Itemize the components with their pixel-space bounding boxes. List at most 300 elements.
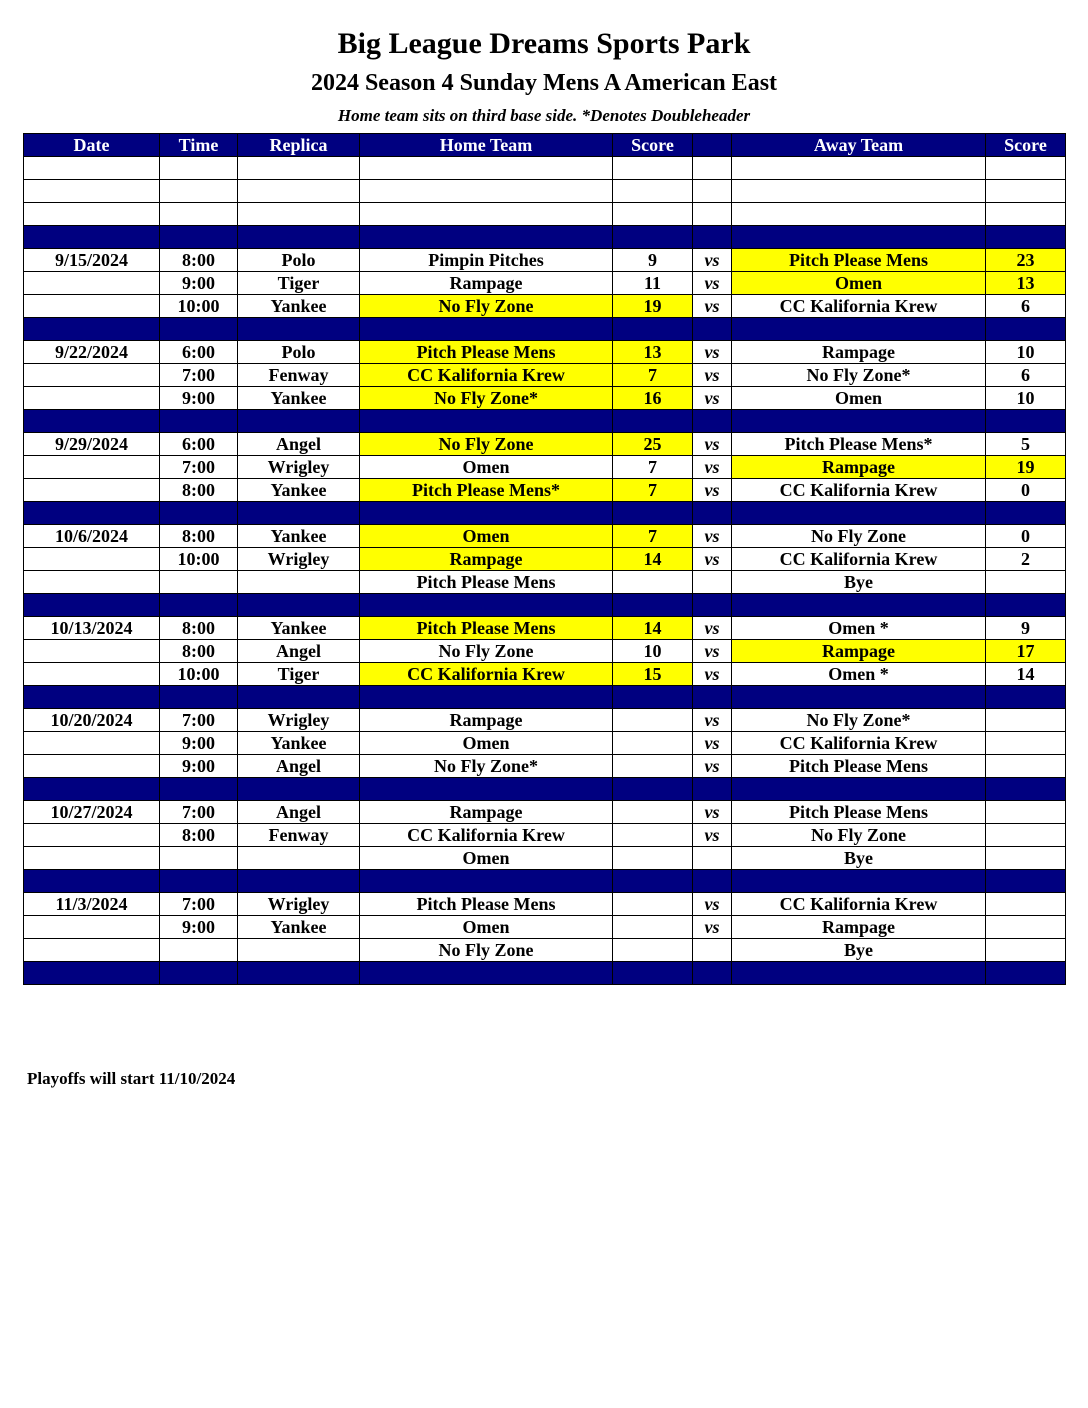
away-team-cell: Omen — [732, 272, 986, 295]
time-cell — [160, 594, 238, 617]
away-team-cell: No Fly Zone* — [732, 709, 986, 732]
vs-cell — [693, 870, 732, 893]
home-score-cell — [613, 939, 693, 962]
vs-cell — [693, 203, 732, 226]
game-row — [24, 249, 1066, 272]
replica-cell — [238, 847, 360, 870]
date-cell — [24, 686, 160, 709]
date-cell — [24, 663, 160, 686]
home-team-cell: Pitch Please Mens* — [360, 479, 613, 502]
date-cell: 10/13/2024 — [24, 617, 160, 640]
home-team-cell — [360, 778, 613, 801]
game-row — [24, 295, 1066, 318]
home-score-cell — [613, 203, 693, 226]
away-score-cell: 23 — [986, 249, 1066, 272]
time-cell — [160, 571, 238, 594]
replica-cell: Tiger — [238, 663, 360, 686]
vs-cell — [693, 594, 732, 617]
home-score-cell: 7 — [613, 456, 693, 479]
time-cell: 10:00 — [160, 295, 238, 318]
date-cell — [24, 272, 160, 295]
date-cell — [24, 410, 160, 433]
date-cell — [24, 962, 160, 985]
vs-cell: vs — [693, 387, 732, 410]
vs-cell: vs — [693, 801, 732, 824]
date-cell — [24, 157, 160, 180]
away-team-cell — [732, 502, 986, 525]
away-score-cell: 0 — [986, 479, 1066, 502]
header-vs — [693, 134, 732, 157]
away-team-cell — [732, 410, 986, 433]
time-cell: 6:00 — [160, 341, 238, 364]
replica-cell: Wrigley — [238, 893, 360, 916]
time-cell: 7:00 — [160, 709, 238, 732]
home-score-cell — [613, 824, 693, 847]
home-score-cell — [613, 686, 693, 709]
time-cell: 10:00 — [160, 548, 238, 571]
time-cell — [160, 939, 238, 962]
replica-cell — [238, 180, 360, 203]
home-score-cell: 11 — [613, 272, 693, 295]
away-score-cell: 6 — [986, 295, 1066, 318]
away-team-cell: No Fly Zone* — [732, 364, 986, 387]
home-team-cell: No Fly Zone — [360, 939, 613, 962]
away-team-cell — [732, 962, 986, 985]
vs-cell — [693, 571, 732, 594]
replica-cell: Yankee — [238, 525, 360, 548]
replica-cell: Yankee — [238, 295, 360, 318]
away-team-cell: Rampage — [732, 916, 986, 939]
home-team-cell: Omen — [360, 525, 613, 548]
replica-cell: Angel — [238, 640, 360, 663]
vs-cell: vs — [693, 249, 732, 272]
time-cell: 7:00 — [160, 364, 238, 387]
away-team-cell: Bye — [732, 847, 986, 870]
home-team-cell — [360, 870, 613, 893]
replica-cell: Angel — [238, 433, 360, 456]
away-team-cell: CC Kalifornia Krew — [732, 479, 986, 502]
game-row — [24, 755, 1066, 778]
away-score-cell: 17 — [986, 640, 1066, 663]
home-score-cell — [613, 180, 693, 203]
date-cell — [24, 732, 160, 755]
time-cell: 7:00 — [160, 456, 238, 479]
away-team-cell: No Fly Zone — [732, 824, 986, 847]
week-separator-row — [24, 318, 1066, 341]
time-cell: 7:00 — [160, 801, 238, 824]
vs-cell: vs — [693, 893, 732, 916]
vs-cell: vs — [693, 272, 732, 295]
replica-cell — [238, 686, 360, 709]
away-score-cell — [986, 157, 1066, 180]
time-cell — [160, 157, 238, 180]
home-score-cell: 13 — [613, 341, 693, 364]
header-home-team: Home Team — [360, 134, 613, 157]
away-team-cell: CC Kalifornia Krew — [732, 732, 986, 755]
time-cell: 7:00 — [160, 893, 238, 916]
away-team-cell: Rampage — [732, 456, 986, 479]
away-score-cell: 2 — [986, 548, 1066, 571]
home-team-cell: Omen — [360, 916, 613, 939]
home-score-cell — [613, 778, 693, 801]
date-cell — [24, 387, 160, 410]
date-cell — [24, 824, 160, 847]
away-score-cell: 13 — [986, 272, 1066, 295]
replica-cell — [238, 939, 360, 962]
time-cell: 10:00 — [160, 663, 238, 686]
home-team-cell — [360, 962, 613, 985]
home-score-cell: 15 — [613, 663, 693, 686]
home-team-cell: Rampage — [360, 548, 613, 571]
game-row — [24, 709, 1066, 732]
date-cell: 10/20/2024 — [24, 709, 160, 732]
away-score-cell — [986, 847, 1066, 870]
away-team-cell — [732, 157, 986, 180]
date-cell — [24, 180, 160, 203]
away-score-cell — [986, 203, 1066, 226]
replica-cell: Fenway — [238, 824, 360, 847]
date-cell — [24, 456, 160, 479]
date-cell — [24, 939, 160, 962]
vs-cell: vs — [693, 755, 732, 778]
week-separator-row — [24, 594, 1066, 617]
home-team-cell: Omen — [360, 456, 613, 479]
home-team-cell: No Fly Zone — [360, 640, 613, 663]
home-score-cell — [613, 318, 693, 341]
time-cell — [160, 502, 238, 525]
date-cell: 9/29/2024 — [24, 433, 160, 456]
away-score-cell: 14 — [986, 663, 1066, 686]
replica-cell: Yankee — [238, 916, 360, 939]
home-team-cell: Pitch Please Mens — [360, 341, 613, 364]
home-team-cell — [360, 203, 613, 226]
vs-cell: vs — [693, 295, 732, 318]
playoffs-note: Playoffs will start 11/10/2024 — [27, 1069, 236, 1088]
game-row — [24, 479, 1066, 502]
away-score-cell — [986, 962, 1066, 985]
week-separator-row — [24, 410, 1066, 433]
vs-cell: vs — [693, 433, 732, 456]
date-cell — [24, 778, 160, 801]
replica-cell — [238, 571, 360, 594]
home-score-cell: 16 — [613, 387, 693, 410]
vs-cell: vs — [693, 732, 732, 755]
home-team-cell: Pitch Please Mens — [360, 571, 613, 594]
game-row — [24, 364, 1066, 387]
away-score-cell — [986, 709, 1066, 732]
home-team-cell: No Fly Zone* — [360, 755, 613, 778]
home-team-cell: No Fly Zone* — [360, 387, 613, 410]
game-row — [24, 847, 1066, 870]
vs-cell — [693, 318, 732, 341]
away-score-cell — [986, 594, 1066, 617]
time-cell: 8:00 — [160, 249, 238, 272]
home-score-cell — [613, 755, 693, 778]
game-row — [24, 272, 1066, 295]
home-score-cell: 14 — [613, 617, 693, 640]
header-home-score: Score — [613, 134, 693, 157]
time-cell: 8:00 — [160, 617, 238, 640]
game-row — [24, 571, 1066, 594]
vs-cell: vs — [693, 709, 732, 732]
home-score-cell — [613, 870, 693, 893]
date-cell — [24, 916, 160, 939]
blank-row — [24, 203, 1066, 226]
vs-cell: vs — [693, 364, 732, 387]
home-score-cell: 9 — [613, 249, 693, 272]
home-team-cell: Omen — [360, 847, 613, 870]
away-team-cell — [732, 778, 986, 801]
vs-cell: vs — [693, 617, 732, 640]
away-team-cell: Bye — [732, 571, 986, 594]
away-score-cell — [986, 318, 1066, 341]
home-team-cell: Pitch Please Mens — [360, 617, 613, 640]
game-row — [24, 893, 1066, 916]
time-cell — [160, 410, 238, 433]
replica-cell: Angel — [238, 755, 360, 778]
time-cell: 9:00 — [160, 387, 238, 410]
replica-cell — [238, 203, 360, 226]
home-team-cell — [360, 502, 613, 525]
home-score-cell: 7 — [613, 364, 693, 387]
home-score-cell: 19 — [613, 295, 693, 318]
home-score-cell — [613, 962, 693, 985]
home-team-cell: CC Kalifornia Krew — [360, 663, 613, 686]
date-cell — [24, 318, 160, 341]
replica-cell — [238, 870, 360, 893]
away-team-cell: No Fly Zone — [732, 525, 986, 548]
away-score-cell — [986, 778, 1066, 801]
away-team-cell — [732, 180, 986, 203]
vs-cell: vs — [693, 479, 732, 502]
replica-cell: Yankee — [238, 617, 360, 640]
week-separator-row — [24, 962, 1066, 985]
time-cell: 8:00 — [160, 824, 238, 847]
away-team-cell: CC Kalifornia Krew — [732, 893, 986, 916]
schedule-note: Home team sits on third base side. *Denotes Doubleheader — [337, 106, 751, 125]
away-score-cell: 19 — [986, 456, 1066, 479]
away-team-cell: Omen — [732, 387, 986, 410]
date-cell: 10/27/2024 — [24, 801, 160, 824]
game-row — [24, 824, 1066, 847]
game-row — [24, 732, 1066, 755]
time-cell: 9:00 — [160, 755, 238, 778]
replica-cell — [238, 502, 360, 525]
replica-cell — [238, 778, 360, 801]
replica-cell — [238, 594, 360, 617]
vs-cell: vs — [693, 663, 732, 686]
vs-cell — [693, 502, 732, 525]
date-cell: 9/15/2024 — [24, 249, 160, 272]
schedule-body — [24, 157, 1066, 985]
away-team-cell — [732, 318, 986, 341]
away-score-cell — [986, 893, 1066, 916]
date-cell — [24, 226, 160, 249]
date-cell: 10/6/2024 — [24, 525, 160, 548]
home-team-cell: Omen — [360, 732, 613, 755]
replica-cell: Yankee — [238, 732, 360, 755]
schedule-table — [23, 133, 1066, 985]
time-cell: 6:00 — [160, 433, 238, 456]
home-score-cell — [613, 410, 693, 433]
away-score-cell — [986, 939, 1066, 962]
away-team-cell: Bye — [732, 939, 986, 962]
away-team-cell: Pitch Please Mens — [732, 801, 986, 824]
away-score-cell — [986, 824, 1066, 847]
vs-cell — [693, 410, 732, 433]
game-row — [24, 525, 1066, 548]
away-team-cell: Pitch Please Mens* — [732, 433, 986, 456]
home-team-cell — [360, 594, 613, 617]
home-score-cell — [613, 709, 693, 732]
game-row — [24, 617, 1066, 640]
page-subtitle: 2024 Season 4 Sunday Mens A American East — [310, 70, 778, 96]
time-cell — [160, 870, 238, 893]
away-team-cell: Pitch Please Mens — [732, 249, 986, 272]
replica-cell: Wrigley — [238, 456, 360, 479]
date-cell — [24, 548, 160, 571]
home-score-cell — [613, 847, 693, 870]
home-team-cell — [360, 686, 613, 709]
date-cell — [24, 755, 160, 778]
home-team-cell: Rampage — [360, 801, 613, 824]
replica-cell — [238, 157, 360, 180]
home-team-cell: No Fly Zone — [360, 295, 613, 318]
time-cell — [160, 203, 238, 226]
replica-cell — [238, 226, 360, 249]
home-score-cell: 25 — [613, 433, 693, 456]
header-row — [24, 134, 1066, 157]
replica-cell: Polo — [238, 249, 360, 272]
vs-cell — [693, 686, 732, 709]
game-row — [24, 640, 1066, 663]
away-score-cell: 10 — [986, 341, 1066, 364]
vs-cell — [693, 157, 732, 180]
vs-cell — [693, 226, 732, 249]
date-cell: 11/3/2024 — [24, 893, 160, 916]
away-score-cell — [986, 732, 1066, 755]
replica-cell — [238, 410, 360, 433]
away-team-cell — [732, 686, 986, 709]
vs-cell: vs — [693, 548, 732, 571]
time-cell — [160, 962, 238, 985]
date-cell — [24, 364, 160, 387]
header-time: Time — [160, 134, 238, 157]
away-score-cell — [986, 180, 1066, 203]
week-separator-row — [24, 686, 1066, 709]
away-score-cell: 6 — [986, 364, 1066, 387]
away-score-cell — [986, 755, 1066, 778]
page-title: Big League Dreams Sports Park — [337, 27, 751, 60]
date-cell — [24, 870, 160, 893]
header-date: Date — [24, 134, 160, 157]
home-score-cell — [613, 502, 693, 525]
home-team-cell — [360, 318, 613, 341]
vs-cell — [693, 180, 732, 203]
date-cell — [24, 203, 160, 226]
away-score-cell — [986, 410, 1066, 433]
away-score-cell: 5 — [986, 433, 1066, 456]
game-row — [24, 387, 1066, 410]
blank-row — [24, 157, 1066, 180]
home-team-cell — [360, 157, 613, 180]
home-team-cell: Pimpin Pitches — [360, 249, 613, 272]
away-score-cell — [986, 686, 1066, 709]
home-team-cell: Pitch Please Mens — [360, 893, 613, 916]
home-team-cell — [360, 226, 613, 249]
home-team-cell: Rampage — [360, 709, 613, 732]
time-cell: 9:00 — [160, 916, 238, 939]
time-cell: 9:00 — [160, 732, 238, 755]
header-replica: Replica — [238, 134, 360, 157]
away-team-cell — [732, 203, 986, 226]
vs-cell — [693, 778, 732, 801]
away-score-cell — [986, 916, 1066, 939]
header-away-score: Score — [986, 134, 1066, 157]
game-row — [24, 801, 1066, 824]
date-cell — [24, 479, 160, 502]
away-team-cell: CC Kalifornia Krew — [732, 548, 986, 571]
week-separator-row — [24, 502, 1066, 525]
away-score-cell — [986, 226, 1066, 249]
home-score-cell — [613, 226, 693, 249]
date-cell — [24, 295, 160, 318]
away-team-cell: Omen * — [732, 617, 986, 640]
home-score-cell: 10 — [613, 640, 693, 663]
time-cell — [160, 778, 238, 801]
home-team-cell: CC Kalifornia Krew — [360, 364, 613, 387]
game-row — [24, 341, 1066, 364]
time-cell: 8:00 — [160, 525, 238, 548]
vs-cell: vs — [693, 341, 732, 364]
home-score-cell — [613, 157, 693, 180]
date-cell: 9/22/2024 — [24, 341, 160, 364]
away-team-cell — [732, 226, 986, 249]
away-team-cell: Rampage — [732, 640, 986, 663]
home-team-cell: Rampage — [360, 272, 613, 295]
time-cell: 9:00 — [160, 272, 238, 295]
away-team-cell — [732, 594, 986, 617]
time-cell — [160, 226, 238, 249]
home-team-cell — [360, 180, 613, 203]
replica-cell: Fenway — [238, 364, 360, 387]
vs-cell — [693, 962, 732, 985]
home-score-cell — [613, 916, 693, 939]
week-separator-row — [24, 226, 1066, 249]
away-score-cell — [986, 502, 1066, 525]
away-score-cell: 9 — [986, 617, 1066, 640]
vs-cell: vs — [693, 824, 732, 847]
replica-cell: Tiger — [238, 272, 360, 295]
home-team-cell: No Fly Zone — [360, 433, 613, 456]
replica-cell — [238, 962, 360, 985]
replica-cell: Polo — [238, 341, 360, 364]
away-score-cell: 10 — [986, 387, 1066, 410]
replica-cell: Yankee — [238, 387, 360, 410]
home-team-cell: CC Kalifornia Krew — [360, 824, 613, 847]
date-cell — [24, 502, 160, 525]
date-cell — [24, 571, 160, 594]
away-score-cell — [986, 801, 1066, 824]
home-score-cell: 7 — [613, 525, 693, 548]
time-cell — [160, 847, 238, 870]
time-cell: 8:00 — [160, 479, 238, 502]
date-cell — [24, 847, 160, 870]
vs-cell: vs — [693, 525, 732, 548]
replica-cell: Yankee — [238, 479, 360, 502]
home-score-cell — [613, 571, 693, 594]
home-score-cell: 14 — [613, 548, 693, 571]
